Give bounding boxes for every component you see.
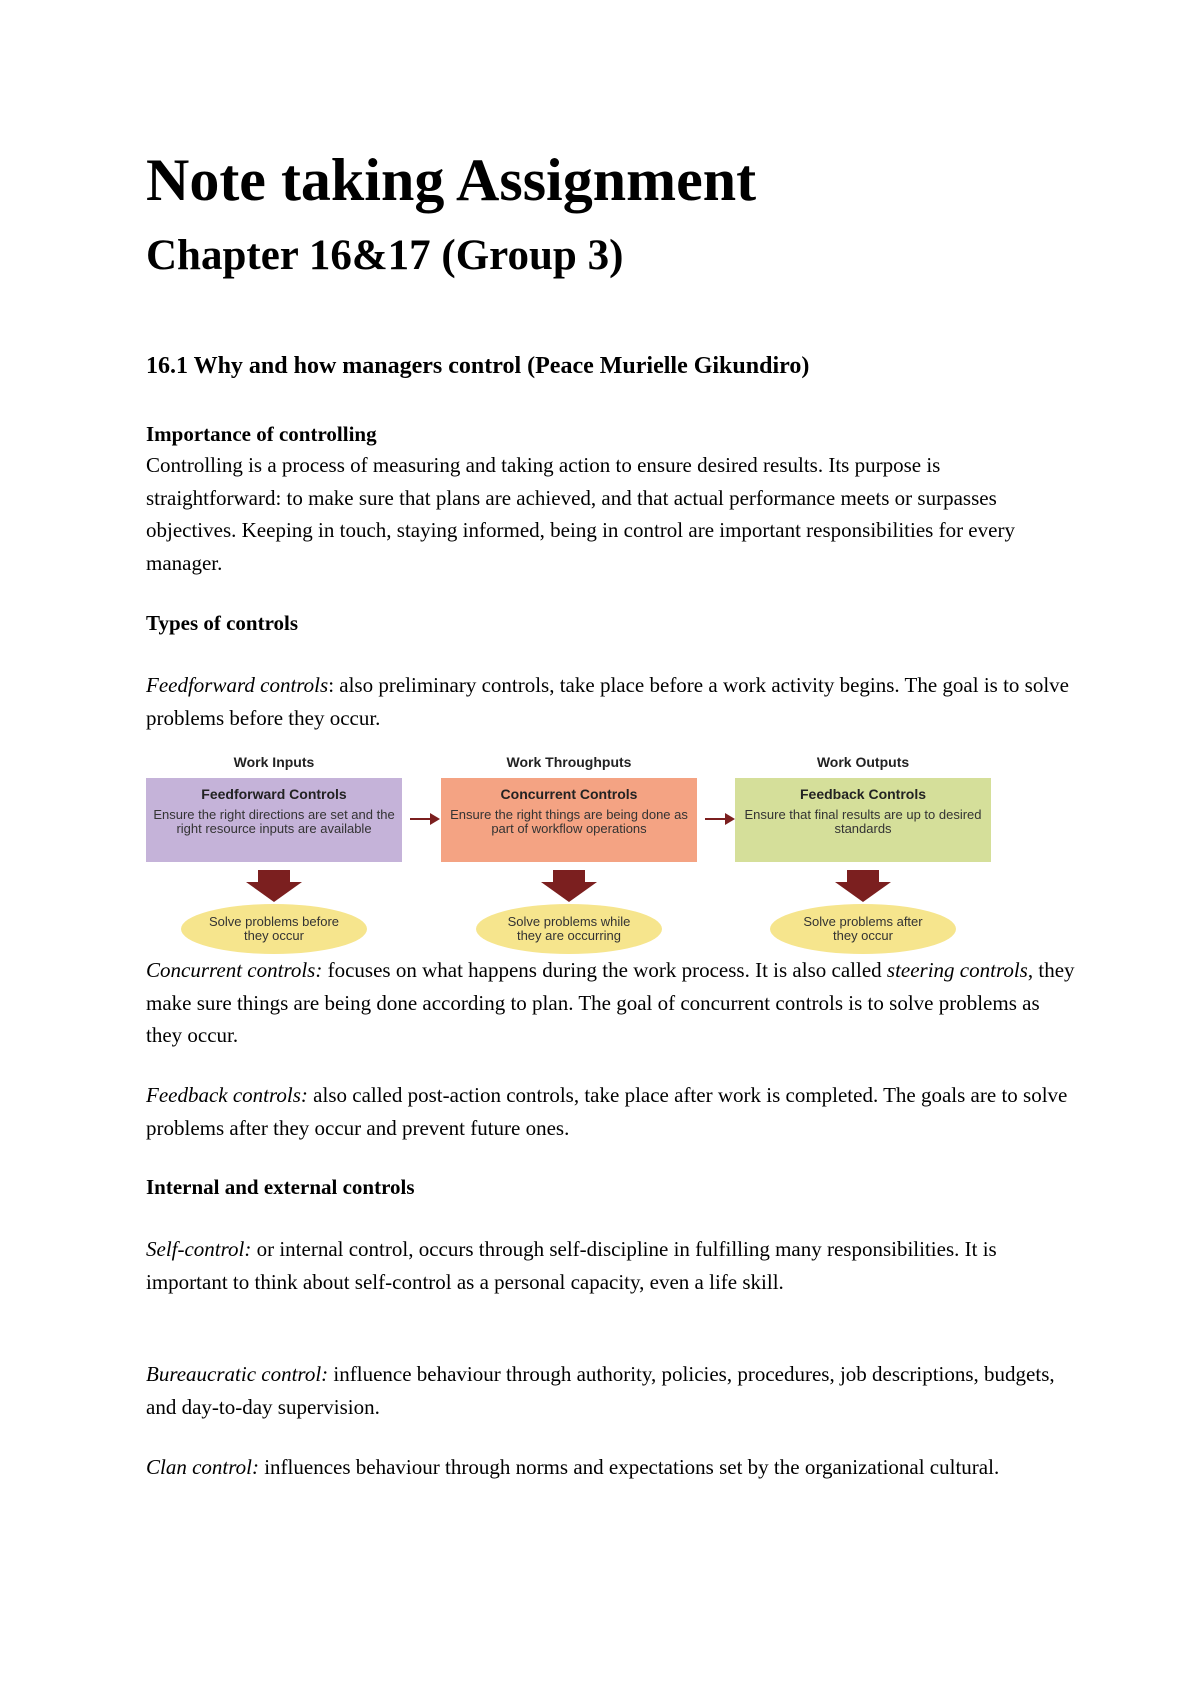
box-title: Feedback Controls xyxy=(799,786,927,802)
controls-diagram xyxy=(146,754,991,954)
diagram-column-header: Work Outputs xyxy=(816,754,910,770)
right-arrow-icon xyxy=(410,812,440,826)
types-heading: Types of controls xyxy=(146,611,299,635)
feedforward-box xyxy=(146,778,402,862)
box-text: Ensure the right directions are set and the right resource inputs are available xyxy=(153,807,395,836)
box-title: Concurrent Controls xyxy=(500,786,638,802)
bureaucratic-text: influence behaviour through authority, policies, procedures, job descriptions, budgets, and day-to-day supervision. xyxy=(146,1362,1055,1419)
diagram-column-inputs xyxy=(146,754,402,954)
self-control-term: Self-control: xyxy=(146,1237,252,1261)
outcome-oval: Solve problems before they occur xyxy=(181,904,367,954)
clan-paragraph xyxy=(146,1451,1076,1484)
outcome-oval: Solve problems while they are occurring xyxy=(476,904,662,954)
bureaucratic-paragraph xyxy=(146,1358,1076,1423)
self-control-text: or internal control, occurs through self-discipline in fulfilling many responsibilities. It is important to think about self-control as a personal capacity, even a life skill. xyxy=(146,1237,997,1294)
concurrent-box xyxy=(441,778,697,862)
importance-paragraph: Controlling is a process of measuring and taking action to ensure desired results. Its purpose is straightforward: to make sure that plans are achieved, and that actual performance meets or surpasses objectives. Keeping in touch, staying informed, being in control are important responsibilities for every manager. xyxy=(146,453,1015,575)
clan-term: Clan control: xyxy=(146,1455,259,1479)
feedforward-term: Feedforward controls xyxy=(146,673,329,697)
diagram-column-header: Work Throughputs xyxy=(506,754,632,770)
concurrent-term: Concurrent controls: xyxy=(146,958,323,982)
feedforward-text: : also preliminary controls, take place before a work activity begins. The goal is to solve problems before they occur. xyxy=(146,673,1070,730)
right-arrow-icon xyxy=(705,812,735,826)
diagram-column-throughputs xyxy=(441,754,697,954)
feedback-term: Feedback controls: xyxy=(146,1083,308,1107)
concurrent-text-a: focuses on what happens during the work process. It is also called xyxy=(322,958,887,982)
outcome-oval: Solve problems after they occur xyxy=(770,904,956,954)
self-control-paragraph xyxy=(146,1233,1076,1298)
box-text: Ensure the right things are being done as part of workflow operations xyxy=(450,807,688,836)
clan-text: influences behaviour through norms and expectations set by the organizational cultural. xyxy=(258,1455,1000,1479)
internal-external-heading: Internal and external controls xyxy=(146,1175,415,1199)
document-title: Note taking Assignment xyxy=(146,147,757,213)
bureaucratic-term: Bureaucratic control: xyxy=(146,1362,329,1386)
box-title: Feedforward Controls xyxy=(201,786,347,802)
importance-heading: Importance of controlling xyxy=(146,422,377,446)
feedforward-paragraph xyxy=(146,669,1076,734)
concurrent-text-b: , they make sure things are being done according to plan. The goal of concurrent controls is to solve problems as they occur. xyxy=(146,958,1075,1047)
steering-term: steering controls xyxy=(886,958,1028,982)
concurrent-paragraph xyxy=(146,954,1076,1052)
diagram-column-outputs xyxy=(735,754,991,954)
feedback-text: also called post-action controls, take place after work is completed. The goals are to solve problems after they occur and prevent future ones. xyxy=(146,1083,1068,1140)
document-subtitle: Chapter 16&17 (Group 3) xyxy=(146,232,624,279)
down-arrow-icon xyxy=(541,870,597,902)
feedback-paragraph xyxy=(146,1079,1076,1144)
diagram-column-header: Work Inputs xyxy=(233,754,315,770)
section-heading: 16.1 Why and how managers control (Peace Murielle Gikundiro) xyxy=(146,353,810,379)
down-arrow-icon xyxy=(246,870,302,902)
feedback-box xyxy=(735,778,991,862)
down-arrow-icon xyxy=(835,870,891,902)
box-text: Ensure that final results are up to desired standards xyxy=(744,807,982,836)
